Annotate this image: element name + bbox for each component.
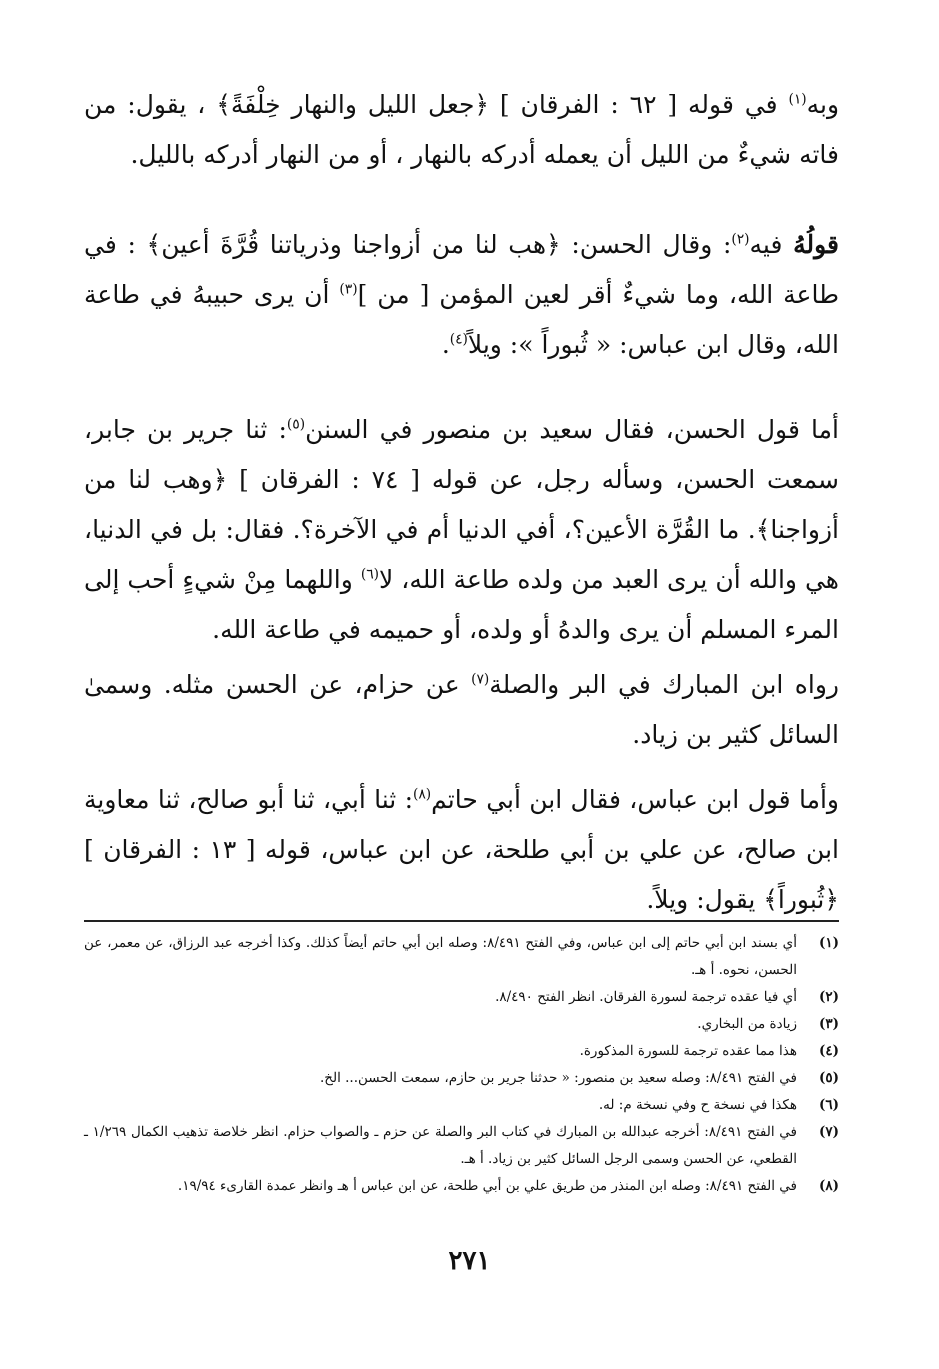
footnote-text: أي بسند ابن أبي حاتم إلى ابن عباس، وفي الفتح ٨/٤٩١: وصله ابن أبي حاتم أيضاً كذلك. وكذا أخرجه عبد الرزاق، عن معمر، عن الحسن، نحوه. أ هـ. xyxy=(84,935,797,978)
footnote-text: في الفتح ٨/٤٩١: وصله ابن المنذر من طريق علي بن أبي طلحة، عن ابن عباس أ هـ وانظر عمدة القارىء ١٩/٩٤. xyxy=(177,1178,797,1194)
footnote-text: أي فيا عقده ترجمة لسورة الفرقان. انظر الفتح ٨/٤٩٠. xyxy=(495,989,797,1005)
footnote-item xyxy=(84,1092,839,1119)
text-run: : ثنا جرير بن جابر، سمعت الحسن، وسأله رجل، عن قوله [ ٧٤ : الفرقان ] ﴿وهب لنا من أزواجنا﴾. ما القُرَّة الأعين؟، أفي الدنيا أم في الآخرة؟. فقال: بل في الدنيا، هي والله أن يرى العبد من ولده طاعة الله، لا xyxy=(84,415,839,594)
footnote-text: في الفتح ٨/٤٩١: وصله سعيد بن منصور: « حدثنا جرير بن حازم، سمعت الحسن... الخ. xyxy=(319,1070,797,1086)
footnotes xyxy=(84,930,839,1200)
footnote-ref-6: (٦) xyxy=(360,566,379,583)
footnote-number: (٨) xyxy=(818,1178,839,1194)
text-run: . xyxy=(441,330,450,359)
text-run: وبه xyxy=(806,90,840,119)
footnote-ref-4: (٤) xyxy=(449,331,468,348)
footnote-item xyxy=(84,1119,839,1173)
text-run: رواه ابن المبارك في البر والصلة xyxy=(489,670,839,699)
text-run: أن يرى حبيبهُ في طاعة الله، وقال ابن عباس: « ثُبوراً »: ويلاً xyxy=(84,280,839,359)
footnote-item xyxy=(84,1011,839,1038)
paragraph-2 xyxy=(84,220,839,370)
footnote-item xyxy=(84,1065,839,1092)
footnote-ref-3: (٣) xyxy=(339,281,358,298)
text-run: واللهما مِنْ شيءٍ أحب إلى المرء المسلم أن يرى والدهُ أو ولده، أو حميمه في طاعة الله. xyxy=(84,565,839,644)
footnote-number: (٦) xyxy=(818,1097,839,1113)
footnote-text: هذا مما عقده ترجمة للسورة المذكورة. xyxy=(579,1043,797,1059)
footnote-number: (١) xyxy=(818,935,839,951)
footnote-number: (٣) xyxy=(818,1016,839,1032)
heading-word: قولُهُ xyxy=(793,230,839,259)
footnote-ref-1: (١) xyxy=(788,91,807,108)
text-run: في قوله [ ٦٢ : الفرقان ] ﴿جعل الليل والنهار خِلْفَةً﴾ ، يقول: من فاته شيءٌ من الليل أن يعمله أدركه بالنهار ، أو من النهار أدركه بالليل. xyxy=(84,90,839,169)
footnote-ref-8: (٨) xyxy=(413,786,432,803)
footnote-ref-2: (٢) xyxy=(731,231,750,248)
text-run: : وقال الحسن: ﴿هب لنا من أزواجنا وذرياتنا قُرَّةَ أعين﴾ : في طاعة الله، وما شيءٌ أقر لعين المؤمن [ من ] xyxy=(84,230,839,309)
paragraph-4 xyxy=(84,660,839,760)
text-run: أما قول الحسن، فقال سعيد بن منصور في السنن xyxy=(305,415,839,444)
footnote-divider xyxy=(84,920,839,922)
paragraph-3 xyxy=(84,405,839,655)
paragraph-5 xyxy=(84,775,839,925)
footnote-number: (٤) xyxy=(818,1043,839,1059)
footnote-number: (٧) xyxy=(818,1124,839,1140)
paragraph-1 xyxy=(84,80,839,180)
footnote-item xyxy=(84,930,839,984)
text-run: عن حزام، عن الحسن مثله. وسمىٰ السائل كثير بن زياد. xyxy=(84,670,839,749)
footnote-item xyxy=(84,1173,839,1200)
text-run: : ثنا أبي، ثنا أبو صالح، ثنا معاوية ابن صالح، عن علي بن أبي طلحة، عن ابن عباس، قوله [ ١٣ : الفرقان ] ﴿ثُبوراً﴾ يقول: ويلاً. xyxy=(84,785,839,914)
footnote-text: في الفتح ٨/٤٩١: أخرجه عبدالله بن المبارك في كتاب البر والصلة عن حزم ـ والصواب حزام. انظر خلاصة تذهيب الكمال ١/٢٦٩ ـ القطعي، عن الحسن وسمى الرجل السائل كثير بن زياد. أ هـ. xyxy=(84,1124,797,1167)
page-number: ٢٧١ xyxy=(448,1246,491,1276)
footnote-item xyxy=(84,1038,839,1065)
footnote-number: (٥) xyxy=(818,1070,839,1086)
footnote-item xyxy=(84,984,839,1011)
text-run: وأما قول ابن عباس، فقال ابن أبي حاتم xyxy=(431,785,839,814)
footnote-ref-5: (٥) xyxy=(286,416,306,433)
footnote-text: هكذا في نسخة ح وفي نسخة م: له. xyxy=(598,1097,797,1113)
text-run: فيه xyxy=(749,230,794,259)
footnote-ref-7: (٧) xyxy=(471,671,490,688)
footnote-text: زيادة من البخاري. xyxy=(697,1016,797,1032)
footnote-number: (٢) xyxy=(818,989,839,1005)
